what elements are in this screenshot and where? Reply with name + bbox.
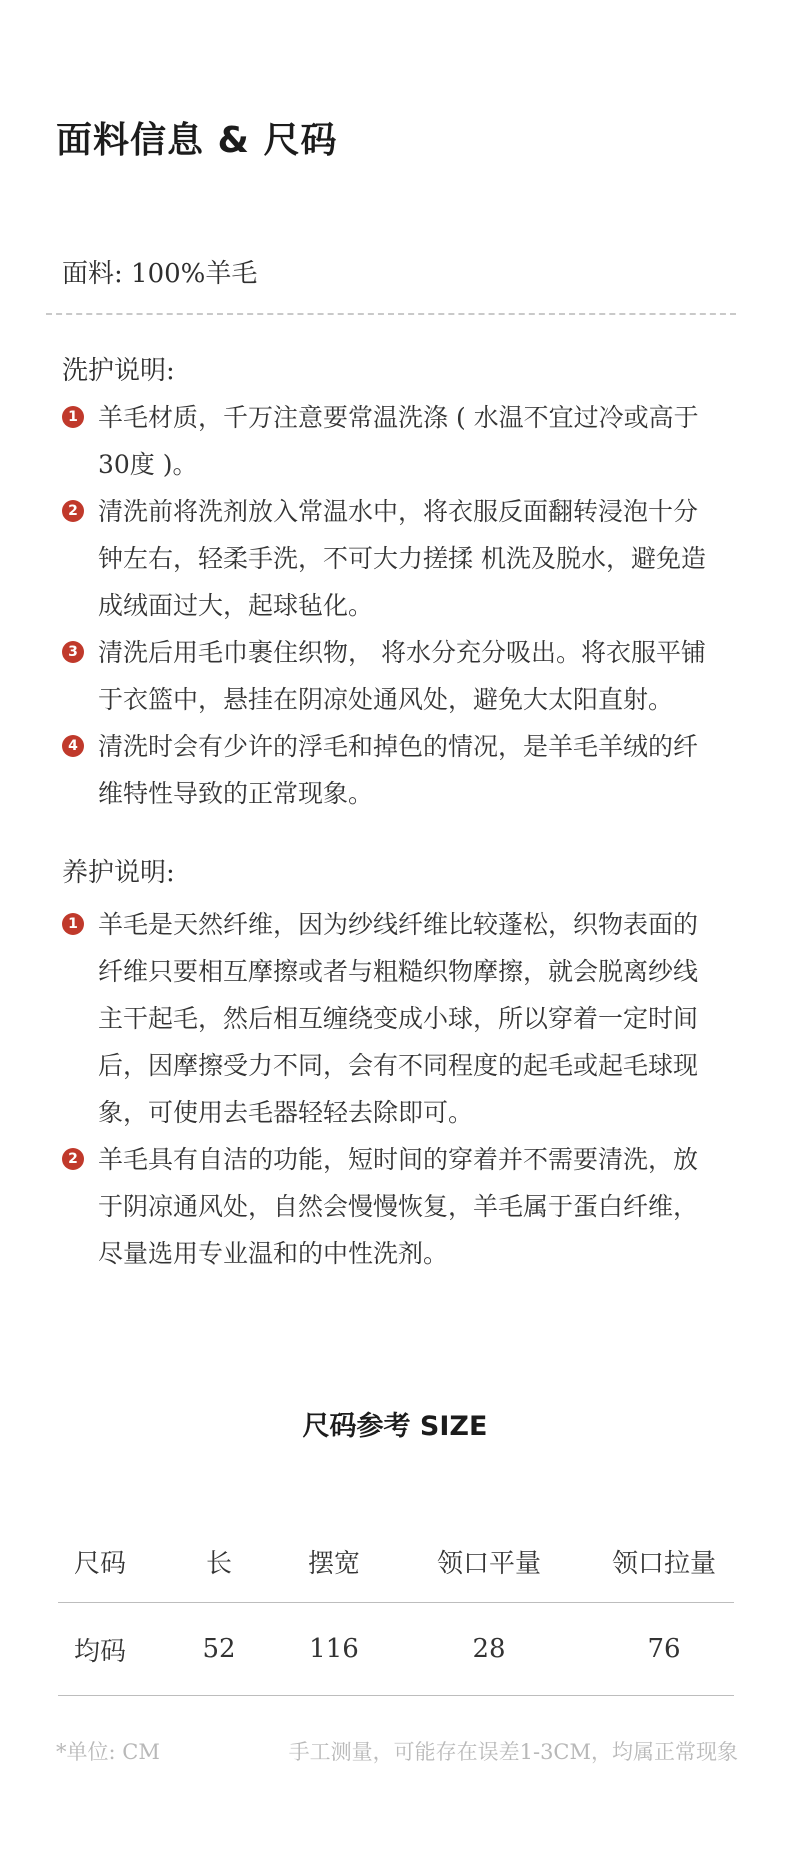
wash-list bbox=[62, 394, 720, 817]
size-section-title: 尺码参考 SIZE bbox=[302, 1411, 488, 1442]
table-header-row bbox=[58, 1520, 734, 1602]
header-cell: 长 bbox=[205, 1548, 232, 1579]
table-row bbox=[58, 1603, 734, 1695]
header-cell: 摆宽 bbox=[307, 1548, 360, 1579]
table-divider bbox=[58, 1695, 734, 1696]
header-cell: 领口拉量 bbox=[611, 1548, 716, 1579]
list-item-text: 羊毛具有自洁的功能，短时间的穿着并不需要清洗，放于阴凉通风处，自然会慢慢恢复，羊毛属于蛋白纤维，尽量选用专业温和的中性洗剂。 bbox=[98, 1145, 699, 1268]
size-table bbox=[58, 1520, 734, 1696]
care-list bbox=[62, 901, 720, 1277]
table-cell: 52 bbox=[202, 1634, 236, 1664]
list-item-text: 羊毛材质，千万注意要常温洗涤 ( 水温不宜过冷或高于30度 )。 bbox=[98, 403, 699, 479]
list-item bbox=[62, 723, 720, 817]
table-cell: 28 bbox=[472, 1634, 506, 1664]
material-info: 面料: 100%羊毛 bbox=[62, 259, 258, 289]
care-title: 养护说明: bbox=[62, 858, 175, 888]
number-badge-icon: 3 bbox=[62, 641, 84, 663]
table-cell: 均码 bbox=[74, 1636, 127, 1667]
table-cell: 76 bbox=[647, 1634, 681, 1664]
list-item-text: 清洗前将洗剂放入常温水中，将衣服反面翻转浸泡十分钟左右，轻柔手洗，不可大力搓揉 机洗及脱水，避免造成绒面过大，起球毡化。 bbox=[98, 497, 706, 620]
list-item bbox=[62, 901, 720, 1136]
list-item-text: 清洗后用毛巾裹住织物， 将水分充分吸出。将衣服平铺于衣篮中，悬挂在阴凉处通风处，避免大太阳直射。 bbox=[98, 638, 706, 714]
table-cell: 116 bbox=[309, 1634, 359, 1664]
header-cell: 领口平量 bbox=[436, 1548, 541, 1579]
measurement-note: 手工测量，可能存在误差1-3CM，均属正常现象 bbox=[288, 1740, 738, 1764]
list-item bbox=[62, 1136, 720, 1277]
wash-title: 洗护说明: bbox=[62, 356, 175, 386]
number-badge-icon: 1 bbox=[62, 913, 84, 935]
header-cell: 尺码 bbox=[74, 1548, 127, 1579]
number-badge-icon: 1 bbox=[62, 406, 84, 428]
list-item bbox=[62, 488, 720, 629]
list-item-text: 羊毛是天然纤维，因为纱线纤维比较蓬松，织物表面的纤维只要相互摩擦或者与粗糙织物摩擦，就会脱离纱线主干起毛，然后相互缠绕变成小球，所以穿着一定时间后，因摩擦受力不同，会有不同程度的起毛或起毛球现象，可使用去毛器轻轻去除即可。 bbox=[98, 910, 699, 1127]
number-badge-icon: 2 bbox=[62, 500, 84, 522]
list-item bbox=[62, 629, 720, 723]
dashed-divider bbox=[46, 313, 736, 315]
list-item bbox=[62, 394, 720, 488]
list-item-text: 清洗时会有少许的浮毛和掉色的情况，是羊毛羊绒的纤维特性导致的正常现象。 bbox=[98, 732, 699, 808]
number-badge-icon: 2 bbox=[62, 1148, 84, 1170]
unit-note: *单位: CM bbox=[56, 1740, 160, 1764]
number-badge-icon: 4 bbox=[62, 735, 84, 757]
page-title: 面料信息 & 尺码 bbox=[56, 120, 338, 161]
